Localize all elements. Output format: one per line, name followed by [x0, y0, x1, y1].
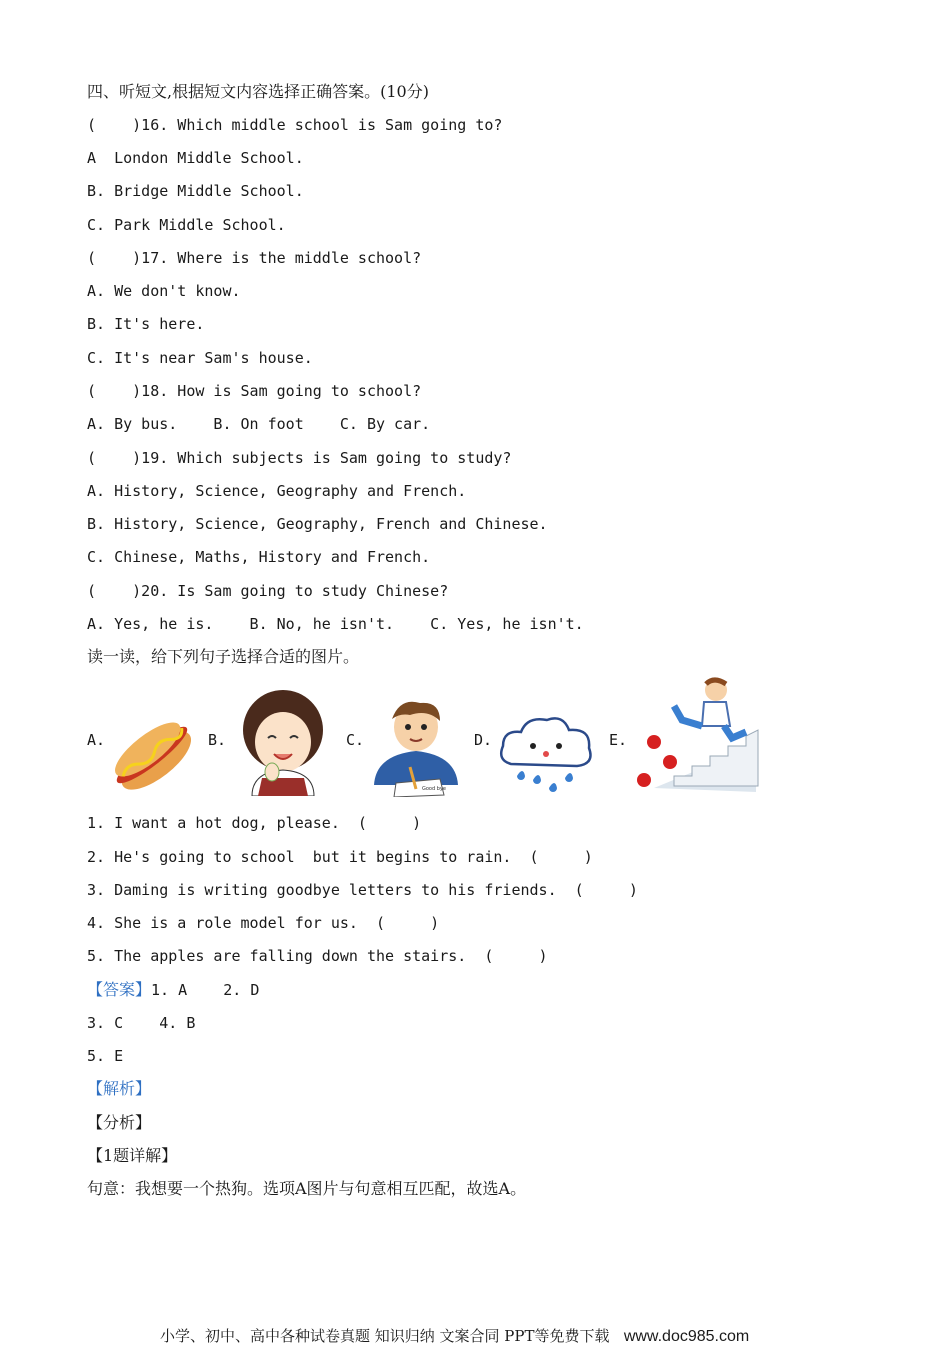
detail-tag: 【1题详解】: [87, 1146, 178, 1165]
q18-options: A. By bus. B. On foot C. By car.: [87, 415, 431, 433]
footer-url[interactable]: www.doc985.com: [623, 1328, 750, 1345]
q17-option-b: B. It's here.: [87, 315, 205, 333]
q17-option-c: C. It's near Sam's house.: [87, 349, 313, 367]
detail-text: 句意：我想要一个热狗。选项A图片与句意相互匹配，故选A。: [87, 1179, 527, 1198]
boy-falling-stairs-icon: [634, 676, 760, 794]
picture-label-a: A.: [87, 731, 106, 749]
q19-option-b: B. History, Science, Geography, French and Chinese.: [87, 515, 548, 533]
sentence-2: 2. He's going to school but it begins to rain. ( ): [87, 848, 593, 866]
answer-line-3: 5. E: [87, 1047, 124, 1065]
q16-option-a: A London Middle School.: [87, 149, 304, 167]
paper-text: Good bye: [422, 786, 446, 792]
hot-dog-icon: [108, 712, 196, 798]
picture-label-c: C.: [346, 731, 365, 749]
question-18: ( )18. How is Sam going to school?: [87, 382, 422, 400]
picture-label-d: D.: [474, 731, 493, 749]
analysis-tag: 【解析】: [87, 1079, 152, 1098]
question-16: ( )16. Which middle school is Sam going to?: [87, 116, 503, 134]
answer-line-2: 3. C 4. B: [87, 1014, 196, 1032]
q20-options: A. Yes, he is. B. No, he isn't. C. Yes, he isn't.: [87, 615, 584, 633]
q19-option-a: A. History, Science, Geography and French.: [87, 482, 467, 500]
q16-option-b: B. Bridge Middle School.: [87, 182, 304, 200]
footer: [160, 1325, 749, 1346]
sentence-1: 1. I want a hot dog, please. ( ): [87, 814, 422, 832]
answer-values-1: 1. A 2. D: [151, 981, 260, 999]
analysis-sub-tag: 【分析】: [87, 1113, 152, 1132]
question-20: ( )20. Is Sam going to study Chinese?: [87, 582, 449, 600]
question-17: ( )17. Where is the middle school?: [87, 249, 422, 267]
q16-option-c: C. Park Middle School.: [87, 216, 286, 234]
sentence-3: 3. Daming is writing goodbye letters to his friends. ( ): [87, 881, 638, 899]
picture-label-e: E.: [609, 731, 628, 749]
q19-option-c: C. Chinese, Maths, History and French.: [87, 548, 431, 566]
boy-writing-icon: [370, 697, 462, 797]
section-heading: 四、听短文,根据短文内容选择正确答案。(10分): [87, 82, 429, 101]
reading-instruction: 读一读，给下列句子选择合适的图片。: [87, 647, 360, 666]
rain-cloud-icon: [497, 714, 595, 798]
footer-text: 小学、初中、高中各种试卷真题 知识归纳 文案合同 PPT等免费下载: [160, 1327, 610, 1345]
q17-option-a: A. We don't know.: [87, 282, 241, 300]
sentence-5: 5. The apples are falling down the stairs. ( ): [87, 947, 548, 965]
sentence-4: 4. She is a role model for us. ( ): [87, 914, 440, 932]
answer-tag: 【答案】: [87, 980, 152, 999]
question-19: ( )19. Which subjects is Sam going to study?: [87, 449, 512, 467]
smiling-woman-icon: [238, 690, 328, 796]
answer-line-1: [87, 980, 259, 1000]
picture-label-b: B.: [208, 731, 227, 749]
